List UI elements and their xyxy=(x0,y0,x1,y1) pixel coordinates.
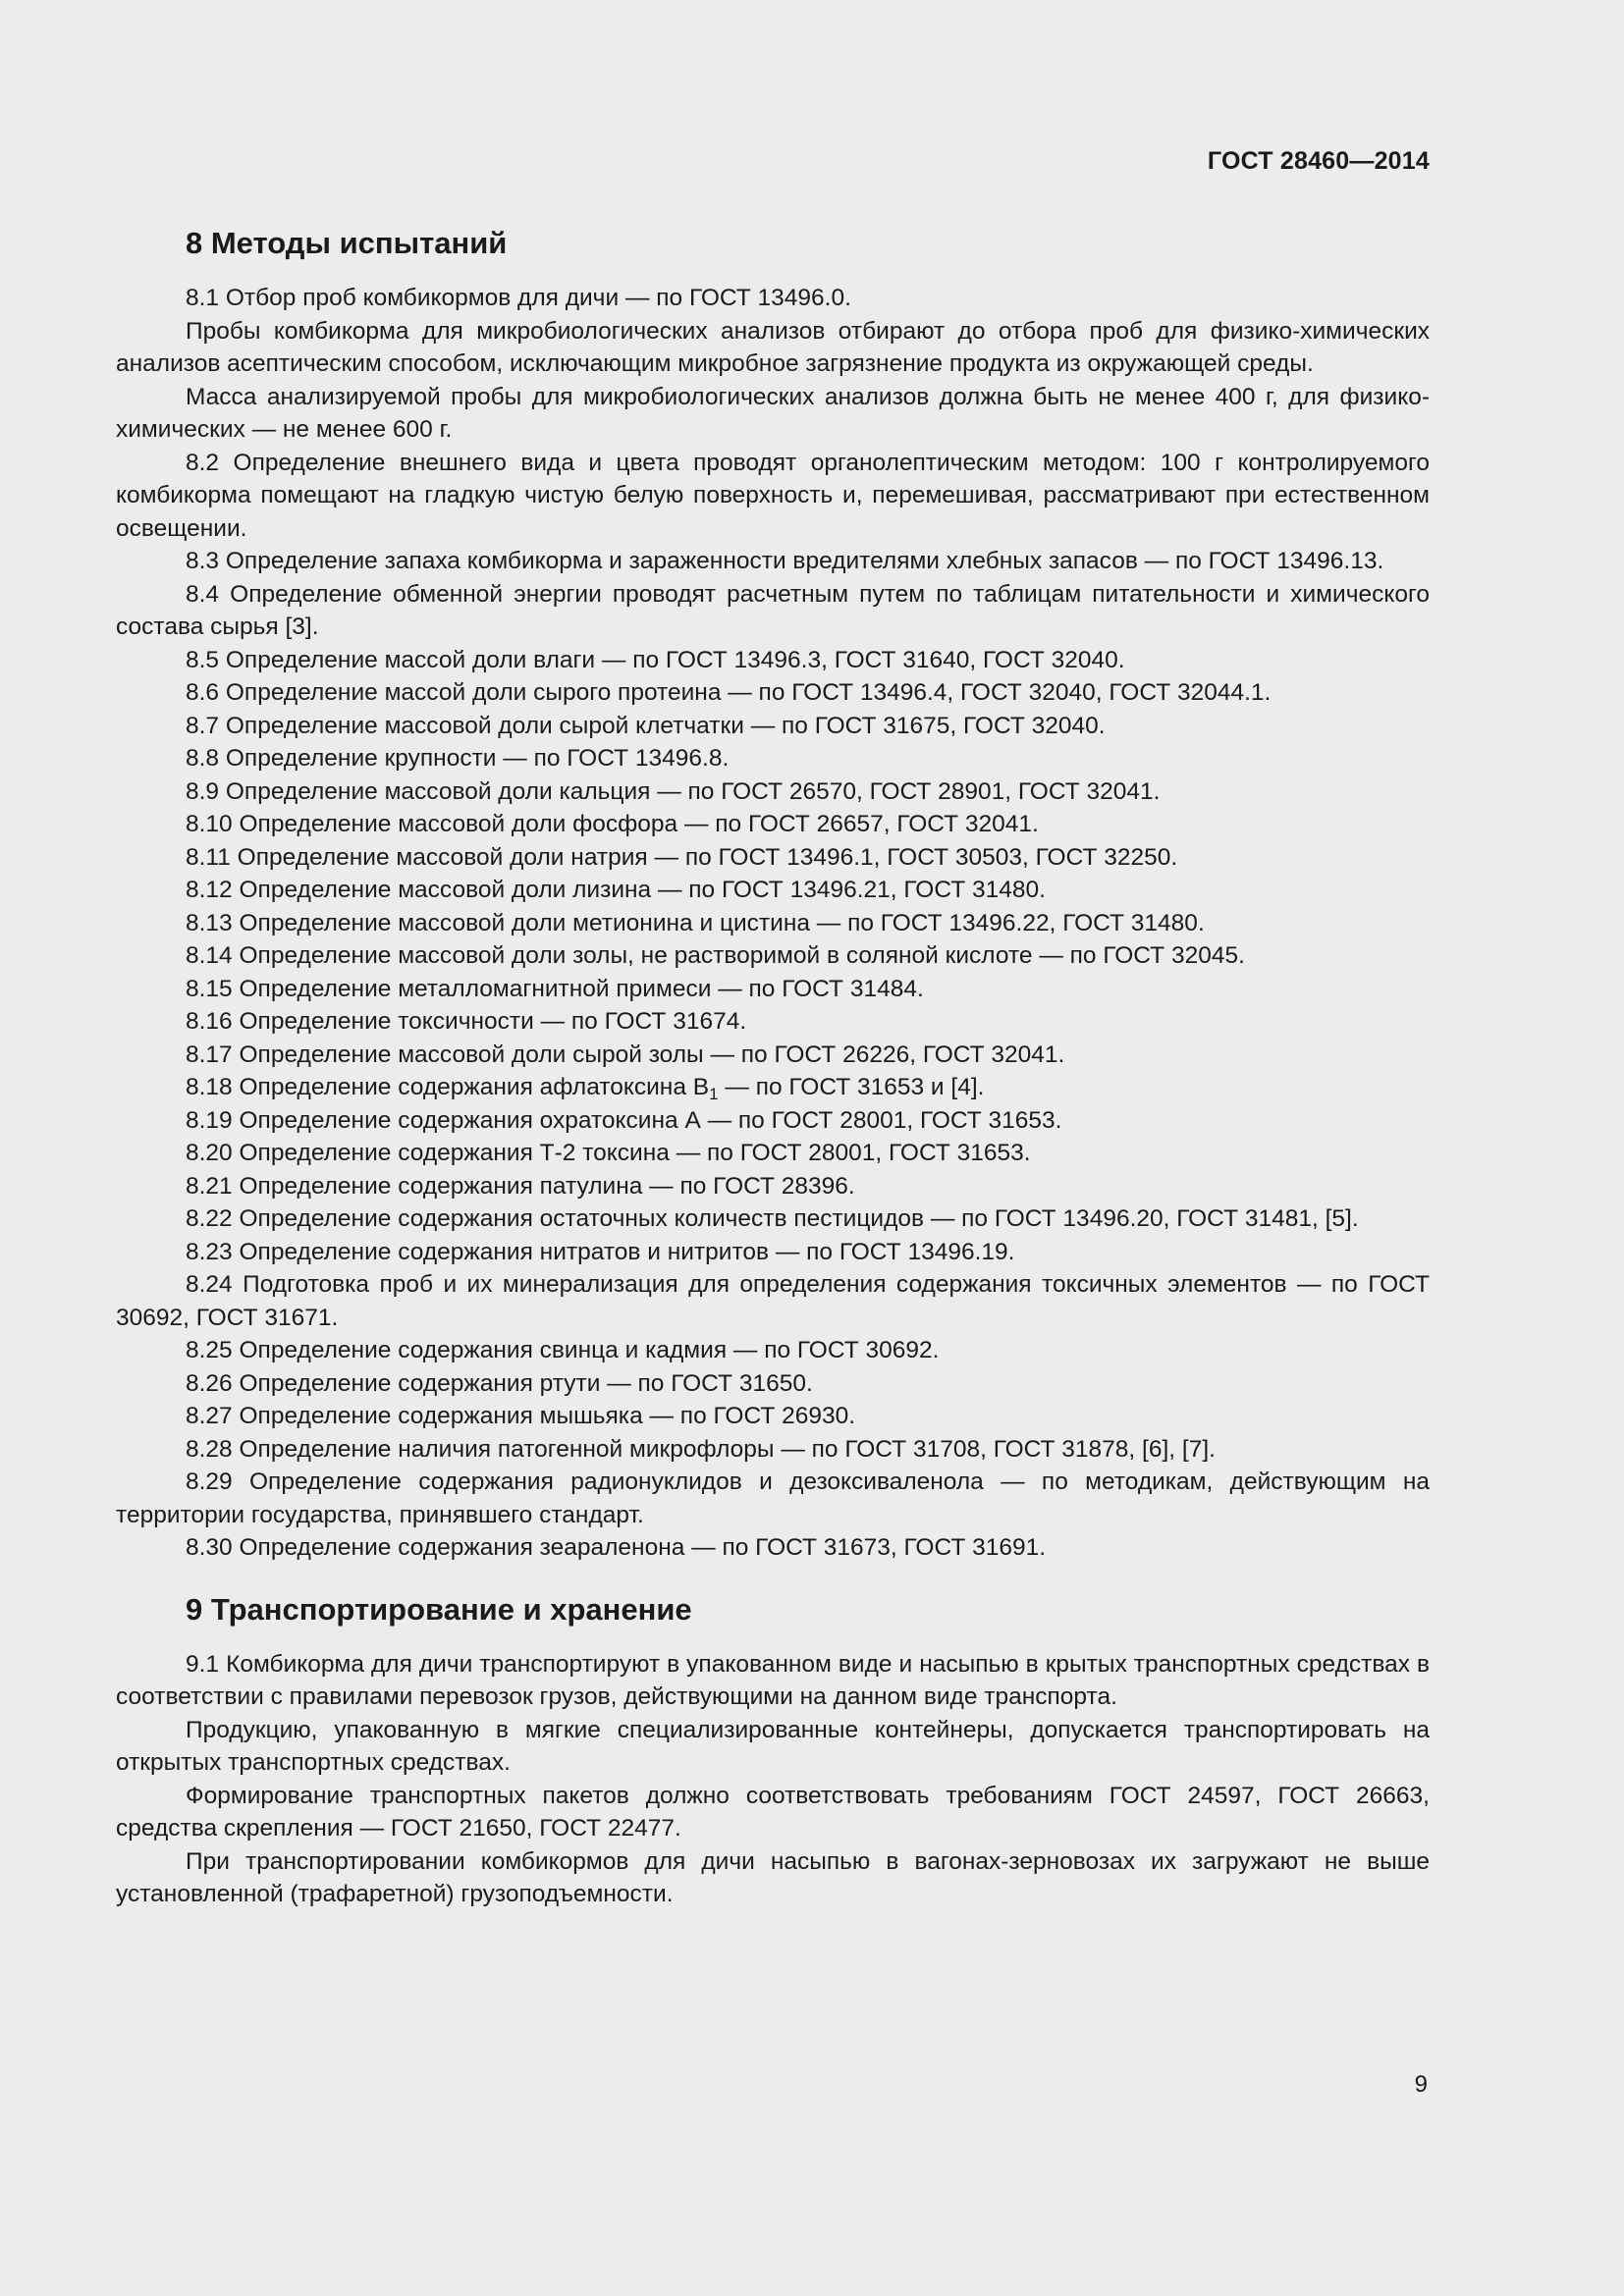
paragraph: 8.17 Определение массовой доли сырой золы — по ГОСТ 26226, ГОСТ 32041. xyxy=(186,1041,1065,1068)
paragraph: 8.16 Определение токсичности — по ГОСТ 31674. xyxy=(186,1008,747,1035)
paragraph-text: — по ГОСТ 31653 и [4]. xyxy=(718,1074,985,1100)
paragraph: 8.6 Определение массой доли сырого протеина — по ГОСТ 13496.4, ГОСТ 32040, ГОСТ 32044.1. xyxy=(186,679,1272,706)
paragraph: 8.30 Определение содержания зеараленона — по ГОСТ 31673, ГОСТ 31691. xyxy=(186,1534,1047,1561)
paragraph: 8.8 Определение крупности — по ГОСТ 13496.8. xyxy=(186,745,730,772)
paragraph: 8.13 Определение массовой доли метионина и цистина — по ГОСТ 13496.22, ГОСТ 31480. xyxy=(186,909,1205,936)
paragraph: 8.21 Определение содержания патулина — по ГОСТ 28396. xyxy=(186,1172,855,1200)
paragraph: Пробы комбикорма для микробиологических анализов отбирают до отбора проб для физико-химических анализов асептическим способом, исключающим микробное загрязнение продукта из окружающей среды. xyxy=(116,317,1430,377)
paragraph: 8.14 Определение массовой доли золы, не растворимой в соляной кислоте — по ГОСТ 32045. xyxy=(186,942,1245,969)
paragraph: 8.20 Определение содержания Т-2 токсина — по ГОСТ 28001, ГОСТ 31653. xyxy=(186,1140,1031,1166)
paragraph: Масса анализируемой пробы для микробиологических анализов должна быть не менее 400 г, для физико-химических — не менее 600 г. xyxy=(116,383,1430,443)
paragraph: 8.10 Определение массовой доли фосфора — по ГОСТ 26657, ГОСТ 32041. xyxy=(186,811,1039,837)
section-9-title: 9 Транспортирование и хранение xyxy=(186,1591,692,1627)
paragraph: 8.2 Определение внешнего вида и цвета проводят органолептическим методом: 100 г контролируемого комбикорма помещают на гладкую чистую белую поверхность и, перемешивая, рассматривают при естественном освещении. xyxy=(116,449,1430,542)
paragraph-text: 8.18 Определение содержания афлатоксина В xyxy=(186,1074,710,1100)
paragraph: При транспортировании комбикормов для дичи насыпью в вагонах-зерновозах их загружают не выше установленной (трафаретной) грузоподъемности. xyxy=(116,1847,1430,1907)
document-code: ГОСТ 28460—2014 xyxy=(1207,147,1430,175)
paragraph: 8.3 Определение запаха комбикорма и зараженности вредителями хлебных запасов — по ГОСТ 13496.13. xyxy=(186,548,1384,574)
paragraph: 8.5 Определение массой доли влаги — по ГОСТ 13496.3, ГОСТ 31640, ГОСТ 32040. xyxy=(186,646,1125,673)
paragraph: Продукцию, упакованную в мягкие специализированные контейнеры, допускается транспортировать на открытых транспортных средствах. xyxy=(116,1716,1430,1776)
paragraph: 8.19 Определение содержания охратоксина А — по ГОСТ 28001, ГОСТ 31653. xyxy=(186,1106,1062,1134)
paragraph: 8.1 Отбор проб комбикормов для дичи — по ГОСТ 13496.0. xyxy=(186,285,851,311)
page-content xyxy=(116,224,1430,1911)
section-8-body xyxy=(116,282,1430,1565)
page-number: 9 xyxy=(1414,2071,1428,2098)
paragraph: 8.11 Определение массовой доли натрия — по ГОСТ 13496.1, ГОСТ 30503, ГОСТ 32250. xyxy=(186,843,1178,871)
paragraph: 8.7 Определение массовой доли сырой клетчатки — по ГОСТ 31675, ГОСТ 32040. xyxy=(186,712,1106,739)
paragraph: 8.23 Определение содержания нитратов и нитритов — по ГОСТ 13496.19. xyxy=(186,1238,1015,1265)
paragraph: 9.1 Комбикорма для дичи транспортируют в упакованном виде и насыпью в крытых транспортных средствах в соответствии с правилами перевозок грузов, действующими на данном виде транспорта. xyxy=(116,1650,1430,1710)
paragraph: 8.27 Определение содержания мышьяка — по ГОСТ 26930. xyxy=(186,1403,856,1429)
paragraph: 8.9 Определение массовой доли кальция — по ГОСТ 26570, ГОСТ 28901, ГОСТ 32041. xyxy=(186,777,1161,805)
paragraph: 8.12 Определение массовой доли лизина — по ГОСТ 13496.21, ГОСТ 31480. xyxy=(186,877,1046,903)
paragraph: 8.15 Определение металломагнитной примеси — по ГОСТ 31484. xyxy=(186,975,924,1002)
subscript: 1 xyxy=(709,1085,719,1103)
paragraph: 8.25 Определение содержания свинца и кадмия — по ГОСТ 30692. xyxy=(186,1337,940,1363)
paragraph: Формирование транспортных пакетов должно соответствовать требованиям ГОСТ 24597, ГОСТ 26663, средства скрепления — ГОСТ 21650, ГОСТ 22477. xyxy=(116,1782,1430,1842)
paragraph: 8.26 Определение содержания ртути — по ГОСТ 31650. xyxy=(186,1369,813,1397)
section-8-title: 8 Методы испытаний xyxy=(186,226,508,260)
paragraph: 8.28 Определение наличия патогенной микрофлоры — по ГОСТ 31708, ГОСТ 31878, [6], [7]. xyxy=(186,1435,1216,1463)
section-9-body xyxy=(116,1648,1430,1911)
paragraph: 8.24 Подготовка проб и их минерализация для определения содержания токсичных элементов — по ГОСТ 30692, ГОСТ 31671. xyxy=(116,1271,1430,1331)
paragraph-aflatoxin xyxy=(116,1071,1430,1104)
paragraph: 8.22 Определение содержания остаточных количеств пестицидов — по ГОСТ 13496.20, ГОСТ 31481, [5]. xyxy=(186,1205,1359,1232)
paragraph: 8.29 Определение содержания радионуклидов и дезоксиваленола — по методикам, действующим на территории государства, принявшего стандарт. xyxy=(116,1468,1430,1528)
paragraph: 8.4 Определение обменной энергии проводят расчетным путем по таблицам питательности и химического состава сырья [3]. xyxy=(116,580,1430,640)
